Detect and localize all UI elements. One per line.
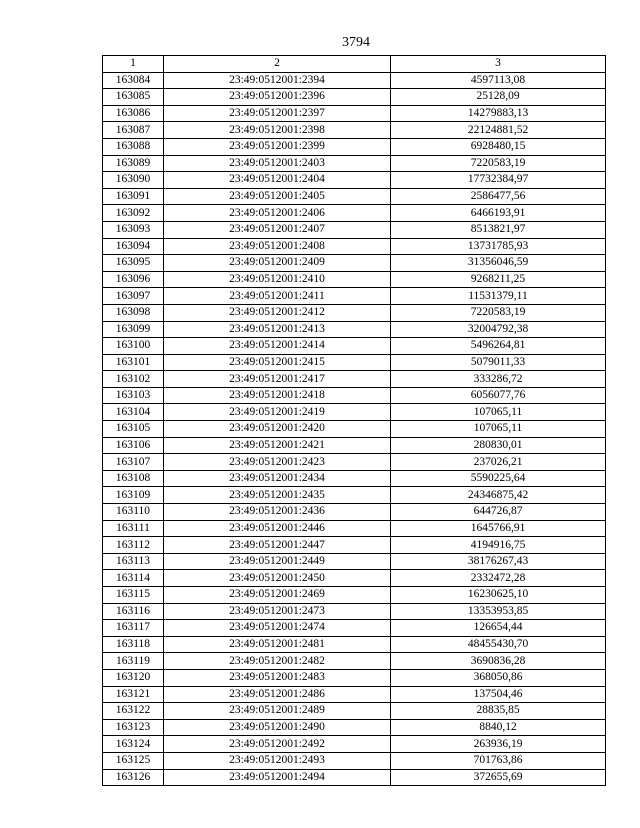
row-number-cell: 163090	[103, 172, 164, 189]
value-cell: 13731785,93	[391, 238, 606, 255]
row-number-cell: 163103	[103, 387, 164, 404]
table-row	[103, 653, 606, 670]
value-cell: 333286,72	[391, 371, 606, 388]
cadastral-number-cell: 23:49:0512001:2486	[164, 686, 391, 703]
cadastral-number-cell: 23:49:0512001:2492	[164, 736, 391, 753]
cadastral-number-cell: 23:49:0512001:2473	[164, 603, 391, 620]
table-row	[103, 636, 606, 653]
row-number-cell: 163095	[103, 255, 164, 272]
value-cell: 17732384,97	[391, 172, 606, 189]
table-row	[103, 205, 606, 222]
value-cell: 11531379,11	[391, 288, 606, 305]
table-row	[103, 172, 606, 189]
cadastral-number-cell: 23:49:0512001:2481	[164, 636, 391, 653]
table-row	[103, 321, 606, 338]
row-number-cell: 163121	[103, 686, 164, 703]
table-row	[103, 752, 606, 769]
row-number-cell: 163084	[103, 72, 164, 89]
value-cell: 8840,12	[391, 719, 606, 736]
row-number-cell: 163126	[103, 769, 164, 786]
cadastral-number-cell: 23:49:0512001:2450	[164, 570, 391, 587]
row-number-cell: 163094	[103, 238, 164, 255]
table-row	[103, 470, 606, 487]
value-cell: 48455430,70	[391, 636, 606, 653]
table-row	[103, 454, 606, 471]
cadastral-number-cell: 23:49:0512001:2493	[164, 752, 391, 769]
row-number-cell: 163098	[103, 304, 164, 321]
row-number-cell: 163091	[103, 188, 164, 205]
cadastral-number-cell: 23:49:0512001:2449	[164, 553, 391, 570]
table-row	[103, 587, 606, 604]
table-row	[103, 188, 606, 205]
value-cell: 280830,01	[391, 437, 606, 454]
value-cell: 22124881,52	[391, 122, 606, 139]
cadastral-number-cell: 23:49:0512001:2410	[164, 271, 391, 288]
value-cell: 263936,19	[391, 736, 606, 753]
row-number-cell: 163097	[103, 288, 164, 305]
row-number-cell: 163120	[103, 669, 164, 686]
cadastral-number-cell: 23:49:0512001:2414	[164, 338, 391, 355]
row-number-cell: 163106	[103, 437, 164, 454]
value-cell: 372655,69	[391, 769, 606, 786]
table-row	[103, 603, 606, 620]
cadastral-number-cell: 23:49:0512001:2394	[164, 72, 391, 89]
header-row	[103, 56, 606, 73]
cadastral-number-cell: 23:49:0512001:2415	[164, 354, 391, 371]
table-row	[103, 238, 606, 255]
table-header	[103, 56, 606, 73]
table-row	[103, 221, 606, 238]
table-row	[103, 437, 606, 454]
value-cell: 6056077,76	[391, 387, 606, 404]
table-row	[103, 421, 606, 438]
value-cell: 28835,85	[391, 703, 606, 720]
table-row	[103, 520, 606, 537]
table-row	[103, 669, 606, 686]
cadastral-number-cell: 23:49:0512001:2405	[164, 188, 391, 205]
cadastral-number-cell: 23:49:0512001:2482	[164, 653, 391, 670]
row-number-cell: 163116	[103, 603, 164, 620]
row-number-cell: 163093	[103, 221, 164, 238]
value-cell: 701763,86	[391, 752, 606, 769]
row-number-cell: 163115	[103, 587, 164, 604]
row-number-cell: 163123	[103, 719, 164, 736]
row-number-cell: 163092	[103, 205, 164, 222]
value-cell: 4194916,75	[391, 537, 606, 554]
cadastral-number-cell: 23:49:0512001:2494	[164, 769, 391, 786]
table-row	[103, 371, 606, 388]
cadastral-number-cell: 23:49:0512001:2489	[164, 703, 391, 720]
row-number-cell: 163124	[103, 736, 164, 753]
value-cell: 137504,46	[391, 686, 606, 703]
value-cell: 31356046,59	[391, 255, 606, 272]
value-cell: 644726,87	[391, 504, 606, 521]
cadastral-number-cell: 23:49:0512001:2409	[164, 255, 391, 272]
row-number-cell: 163105	[103, 421, 164, 438]
cadastral-number-cell: 23:49:0512001:2446	[164, 520, 391, 537]
value-cell: 38176267,43	[391, 553, 606, 570]
row-number-cell: 163086	[103, 105, 164, 122]
value-cell: 368050,86	[391, 669, 606, 686]
table-row	[103, 769, 606, 786]
cadastral-number-cell: 23:49:0512001:2406	[164, 205, 391, 222]
value-cell: 5496264,81	[391, 338, 606, 355]
row-number-cell: 163088	[103, 138, 164, 155]
value-cell: 3690836,28	[391, 653, 606, 670]
row-number-cell: 163107	[103, 454, 164, 471]
row-number-cell: 163101	[103, 354, 164, 371]
value-cell: 8513821,97	[391, 221, 606, 238]
table-row	[103, 504, 606, 521]
table-row	[103, 304, 606, 321]
value-cell: 7220583,19	[391, 155, 606, 172]
row-number-cell: 163114	[103, 570, 164, 587]
cadastral-number-cell: 23:49:0512001:2434	[164, 470, 391, 487]
page-number: 3794	[342, 35, 370, 50]
table-row	[103, 736, 606, 753]
cadastral-number-cell: 23:49:0512001:2483	[164, 669, 391, 686]
value-cell: 2586477,56	[391, 188, 606, 205]
row-number-cell: 163099	[103, 321, 164, 338]
row-number-cell: 163096	[103, 271, 164, 288]
table-row	[103, 387, 606, 404]
row-number-cell: 163119	[103, 653, 164, 670]
cadastral-number-cell: 23:49:0512001:2411	[164, 288, 391, 305]
header-cell-1: 1	[103, 56, 164, 73]
cadastral-number-cell: 23:49:0512001:2423	[164, 454, 391, 471]
table-row	[103, 255, 606, 272]
value-cell: 7220583,19	[391, 304, 606, 321]
cadastral-number-cell: 23:49:0512001:2436	[164, 504, 391, 521]
row-number-cell: 163100	[103, 338, 164, 355]
table-row	[103, 72, 606, 89]
row-number-cell: 163117	[103, 620, 164, 637]
row-number-cell: 163110	[103, 504, 164, 521]
value-cell: 32004792,38	[391, 321, 606, 338]
cadastral-number-cell: 23:49:0512001:2408	[164, 238, 391, 255]
value-cell: 107065,11	[391, 404, 606, 421]
value-cell: 6466193,91	[391, 205, 606, 222]
row-number-cell: 163085	[103, 89, 164, 106]
row-number-cell: 163108	[103, 470, 164, 487]
table-row	[103, 404, 606, 421]
value-cell: 1645766,91	[391, 520, 606, 537]
table-row	[103, 570, 606, 587]
cadastral-number-cell: 23:49:0512001:2407	[164, 221, 391, 238]
value-cell: 9268211,25	[391, 271, 606, 288]
value-cell: 6928480,15	[391, 138, 606, 155]
data-table	[102, 55, 606, 786]
table-body	[103, 72, 606, 786]
table-row	[103, 354, 606, 371]
value-cell: 126654,44	[391, 620, 606, 637]
table-row	[103, 703, 606, 720]
cadastral-number-cell: 23:49:0512001:2474	[164, 620, 391, 637]
row-number-cell: 163112	[103, 537, 164, 554]
value-cell: 14279883,13	[391, 105, 606, 122]
cadastral-number-cell: 23:49:0512001:2419	[164, 404, 391, 421]
row-number-cell: 163125	[103, 752, 164, 769]
cadastral-number-cell: 23:49:0512001:2469	[164, 587, 391, 604]
row-number-cell: 163118	[103, 636, 164, 653]
row-number-cell: 163122	[103, 703, 164, 720]
cadastral-number-cell: 23:49:0512001:2396	[164, 89, 391, 106]
row-number-cell: 163104	[103, 404, 164, 421]
cadastral-number-cell: 23:49:0512001:2398	[164, 122, 391, 139]
cadastral-number-cell: 23:49:0512001:2399	[164, 138, 391, 155]
row-number-cell: 163113	[103, 553, 164, 570]
cadastral-number-cell: 23:49:0512001:2403	[164, 155, 391, 172]
table-row	[103, 686, 606, 703]
row-number-cell: 163087	[103, 122, 164, 139]
value-cell: 4597113,08	[391, 72, 606, 89]
cadastral-number-cell: 23:49:0512001:2447	[164, 537, 391, 554]
cadastral-number-cell: 23:49:0512001:2404	[164, 172, 391, 189]
cadastral-number-cell: 23:49:0512001:2490	[164, 719, 391, 736]
value-cell: 16230625,10	[391, 587, 606, 604]
table-row	[103, 138, 606, 155]
value-cell: 5079011,33	[391, 354, 606, 371]
table-row	[103, 122, 606, 139]
value-cell: 237026,21	[391, 454, 606, 471]
table-row	[103, 89, 606, 106]
cadastral-number-cell: 23:49:0512001:2397	[164, 105, 391, 122]
table-row	[103, 620, 606, 637]
value-cell: 24346875,42	[391, 487, 606, 504]
row-number-cell: 163102	[103, 371, 164, 388]
row-number-cell: 163109	[103, 487, 164, 504]
table-row	[103, 487, 606, 504]
table-row	[103, 719, 606, 736]
row-number-cell: 163111	[103, 520, 164, 537]
cadastral-number-cell: 23:49:0512001:2417	[164, 371, 391, 388]
cadastral-number-cell: 23:49:0512001:2418	[164, 387, 391, 404]
table-row	[103, 288, 606, 305]
cadastral-number-cell: 23:49:0512001:2412	[164, 304, 391, 321]
cadastral-number-cell: 23:49:0512001:2420	[164, 421, 391, 438]
cadastral-number-cell: 23:49:0512001:2421	[164, 437, 391, 454]
table-row	[103, 271, 606, 288]
table-row	[103, 155, 606, 172]
table-row	[103, 105, 606, 122]
value-cell: 13353953,85	[391, 603, 606, 620]
table-row	[103, 537, 606, 554]
cadastral-number-cell: 23:49:0512001:2435	[164, 487, 391, 504]
value-cell: 5590225,64	[391, 470, 606, 487]
table-row	[103, 553, 606, 570]
row-number-cell: 163089	[103, 155, 164, 172]
value-cell: 25128,09	[391, 89, 606, 106]
cadastral-number-cell: 23:49:0512001:2413	[164, 321, 391, 338]
header-cell-3: 3	[391, 56, 606, 73]
header-cell-2: 2	[164, 56, 391, 73]
value-cell: 107065,11	[391, 421, 606, 438]
value-cell: 2332472,28	[391, 570, 606, 587]
table-row	[103, 338, 606, 355]
